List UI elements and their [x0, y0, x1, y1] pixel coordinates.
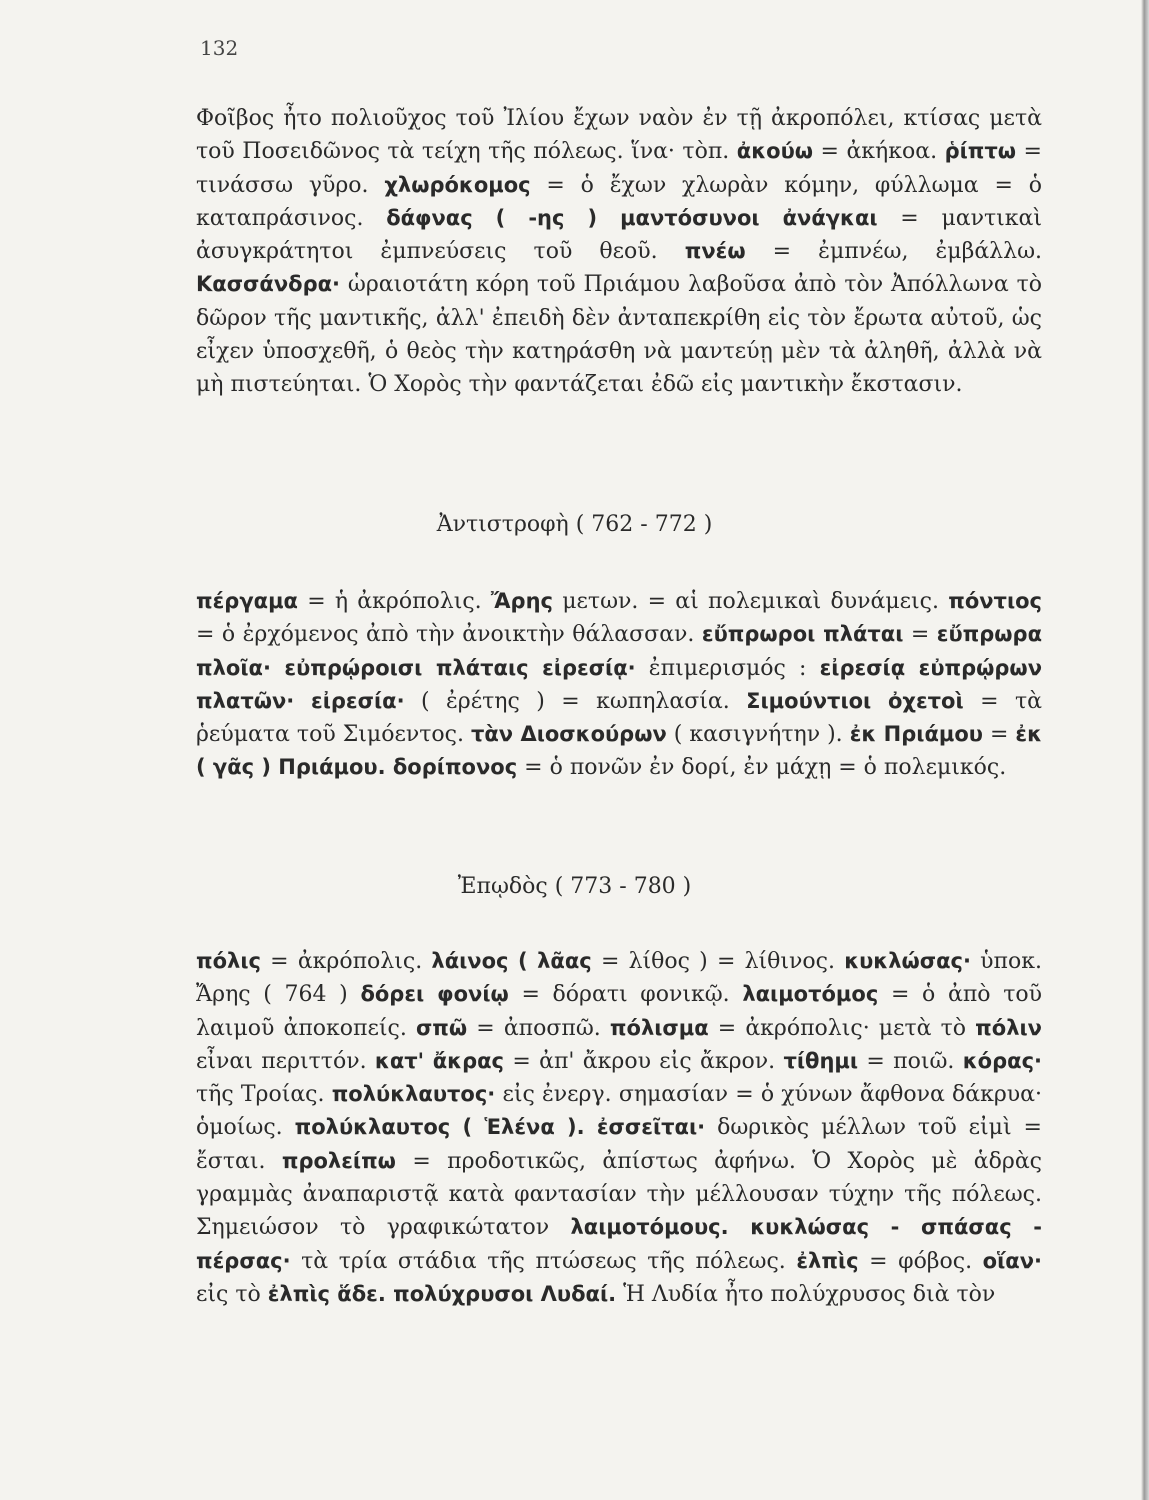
gloss-text: = ὁ πονῶν ἐν δορί, ἐν μάχῃ = ὁ πολεμικός. [517, 755, 1007, 781]
gloss-text: = ἀπ' ἄκρου εἰς ἄκρον. [504, 1048, 784, 1074]
gloss-text: ( κασιγνήτην ). [666, 722, 850, 748]
gloss-text: = ἡ ἀκρόπολις. [297, 589, 491, 614]
lemma-term: λάινος ( λᾶας [431, 949, 592, 973]
lemma-term: δόρει φονίῳ [360, 982, 509, 1007]
lemma-term: εὔπρωρα πλοῖα· εὐπρῴροισι πλάταις εἰρεσίᾳ· [196, 622, 1043, 680]
gloss-text: εἰς ἐνεργ. σημασίαν = ὁ χύνων ἄφθονα δάκρυα· ὁμοίως. [196, 1082, 1042, 1141]
lemma-term: πολύκλαυτος ( Ἑλένα ). ἐσσεῖται· [294, 1115, 706, 1140]
gloss-text: μετων. = αἱ πολεμικαὶ δυνάμεις. [552, 589, 949, 614]
lemma-term: λαιμοτόμος [742, 982, 879, 1007]
lemma-term: κυκλώσας· [844, 949, 971, 973]
lemma-term: κατ' ἄκρας [374, 1048, 505, 1073]
gloss-text: = προδοτικῶς, ἀπίστως ἀφήνω. Ὁ Χορὸς μὲ ἁδρὰς γραμμὰς ἀναπαριστᾷ κατὰ φαντασίαν τὴν μέλλουσαν τύχην τῆς πόλεως. Σημειώσον τὸ γραφικώτατον [196, 1148, 1043, 1241]
gloss-text: εἰς τὸ [196, 1281, 268, 1307]
commentary-paragraph-2 [196, 585, 1042, 785]
lemma-term: κόρας· [962, 1048, 1042, 1073]
gloss-text: Φοῖβος ἦτο πολιοῦχος τοῦ Ἰλίου ἔχων ναὸν ἐν τῇ ἀκροπόλει, κτίσας μετὰ τοῦ Ποσειδῶνος τὰ τείχη τῆς πόλεως. ἵνα· τὸπ. [196, 106, 1042, 165]
lemma-term: ῥίπτω [944, 139, 1017, 164]
gloss-text: τῆς Τροίας. [196, 1082, 332, 1108]
gloss-text: = ὁ ἀπὸ τοῦ λαιμοῦ ἀποκοπείς. [196, 982, 1042, 1041]
gloss-text: ἐπιμερισμός : [635, 655, 820, 681]
lemma-term: εἰρεσίᾳ εὐπρῴρων πλατῶν· εἰρεσία· [196, 655, 1042, 713]
lemma-term: πολύκλαυτος· [331, 1082, 496, 1107]
lemma-term: πέργαμα [196, 589, 298, 613]
lemma-term: πόντιος [948, 589, 1043, 613]
lemma-term: ἐκ Πριάμου [849, 722, 983, 747]
page-number: 132 [200, 36, 239, 60]
lemma-term: ἀκούω [736, 139, 814, 164]
page-edge-shadow [1141, 0, 1149, 1500]
lemma-term: τίθημι [783, 1048, 859, 1073]
section-heading-antistrophe: Ἀντιστροφὴ ( 762 - 772 ) [436, 512, 713, 537]
gloss-text: = ἀποσπῶ. [467, 1015, 610, 1041]
commentary-paragraph-1 [196, 102, 1042, 402]
lemma-term: εὔπρωροι πλάται [701, 622, 904, 647]
gloss-text: ( ἐρέτης ) = κωπηλασία. [404, 688, 747, 714]
lemma-term: τὰν Διοσκούρων [470, 722, 667, 747]
lemma-term: λαιμοτόμους. κυκλώσας - σπάσας - πέρσας· [196, 1215, 1042, 1273]
gloss-text: = ἀκήκοα. [813, 139, 945, 165]
lemma-term: Σιμούντιοι ὀχετοὶ [746, 688, 964, 713]
lemma-term: ἐλπὶς ἅδε. πολύχρυσοι Λυδαί. [267, 1281, 617, 1306]
gloss-text: = [903, 622, 937, 648]
commentary-paragraph-3 [196, 945, 1042, 1311]
gloss-text: = ἀκρόπολις. [260, 949, 432, 974]
gloss-text: ὑποκ. Ἄρης ( 764 ) [196, 949, 1042, 1008]
gloss-text: τὰ τρία στάδια τῆς πτώσεως τῆς πόλεως. [290, 1248, 797, 1274]
lemma-term: δάφνας ( -ης ) μαντόσυνοι ἀνάγκαι [386, 205, 878, 230]
gloss-text: = φόβος. [858, 1248, 983, 1274]
lemma-term: χλωρόκομος [384, 172, 531, 197]
lemma-term: Ἄρης [490, 589, 553, 613]
lemma-term: πόλις [196, 949, 261, 973]
lemma-term: πόλισμα [609, 1015, 709, 1040]
gloss-text: ὡραιοτάτη κόρη τοῦ Πριάμου λαβοῦσα ἀπὸ τὸν Ἀπόλλωνα τὸ δῶρον τῆς μαντικῆς, ἀλλ' ἐπειδὴ δὲν ἀνταπεκρίθη εἰς τὸν ἔρωτα αὐτοῦ, ὡς εἶχεν ὑποσχεθῆ, ὁ θεὸς τὴν κατηράσθη νὰ μαντεύῃ μὲν τὰ ἀληθῆ, ἀλλὰ νὰ μὴ πιστεύηται. Ὁ Χορὸς τὴν φαντάζεται ἐδῶ εἰς μαντικὴν ἔκστασιν. [196, 272, 1042, 398]
gloss-text: = ἐμπνέω, ἐμβάλλω. [745, 239, 1042, 265]
lemma-term: ἐκ ( γᾶς ) Πριάμου. δορίπονος [196, 722, 1043, 780]
lemma-term: προλείπω [281, 1148, 396, 1173]
gloss-text: = μαντικαὶ ἀσυγκράτητοι ἐμπνεύσεις τοῦ θεοῦ. [196, 205, 1043, 265]
gloss-text: Ἡ Λυδία ἦτο πολύχρυσος διὰ τὸν [616, 1281, 996, 1307]
lemma-term: σπῶ [415, 1015, 468, 1040]
lemma-term: πόλιν [975, 1015, 1042, 1040]
gloss-text: = [982, 722, 1016, 748]
gloss-text: εἶναι περιττόν. [196, 1048, 375, 1074]
gloss-text: = ποιῶ. [858, 1048, 963, 1074]
lemma-term: οἵαν· [982, 1248, 1042, 1273]
gloss-text: = ἀκρόπολις· μετὰ τὸ [708, 1015, 976, 1041]
gloss-text: = τινάσσω γῦρο. [196, 139, 1042, 198]
lemma-term: πνέω [684, 239, 746, 264]
gloss-text: = τὰ ῥεύματα τοῦ Σιμόεντος. [196, 688, 1042, 748]
section-heading-epode: Ἐπῳδὸς ( 773 - 780 ) [457, 874, 692, 899]
gloss-text: = λίθος ) = λίθινος. [591, 949, 845, 974]
lemma-term: ἐλπὶς [796, 1248, 859, 1273]
gloss-text: δωρικὸς μέλλων τοῦ εἰμὶ = ἔσται. [196, 1115, 1042, 1174]
lemma-term: Κασσάνδρα· [196, 272, 341, 297]
gloss-text: = ὁ ἔχων χλωρὰν κόμην, φύλλωμα = ὁ καταπράσινος. [196, 172, 1042, 231]
gloss-text: = δόρατι φονικῷ. [508, 982, 743, 1008]
gloss-text: = ὁ ἐρχόμενος ἀπὸ τὴν ἀνοικτὴν θάλασσαν. [196, 622, 702, 648]
